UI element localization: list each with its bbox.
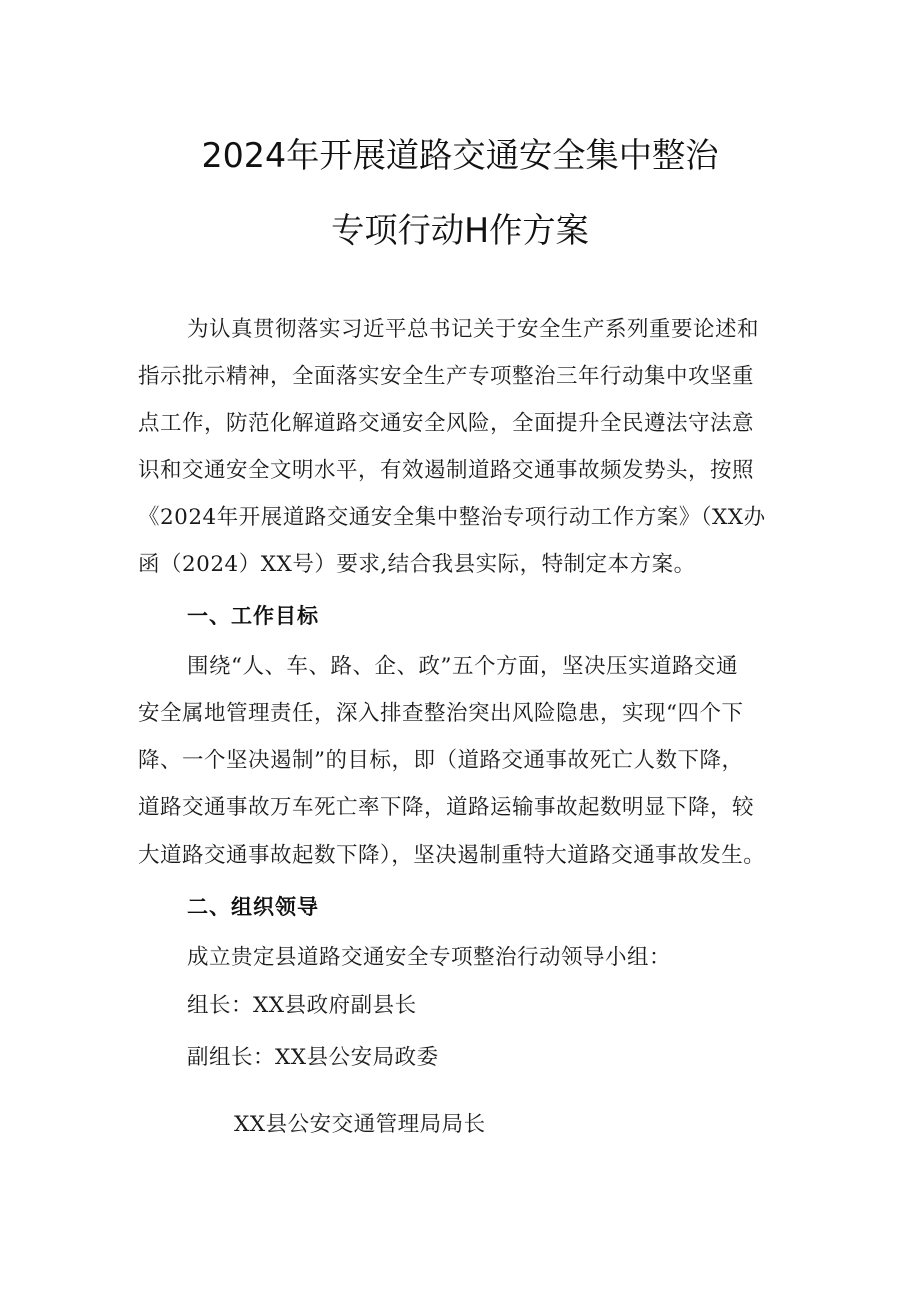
section-1-line-1: 围绕“人、车、路、企、政”五个方面，坚决压实道路交通 xyxy=(187,654,738,679)
intro-line-6: 函（2024）XX号）要求,结合我县实际，特制定本方案。 xyxy=(138,552,696,577)
section-2-line-1: 成立贵定县道路交通安全专项整治行动领导小组： xyxy=(187,945,672,970)
intro-line-1: 为认真贯彻落实习近平总书记关于安全生产系列重要论述和 xyxy=(187,317,760,342)
section-2-line-2: 组长：XX县政府副县长 xyxy=(187,993,417,1018)
section-2-line-3: 副组长：XX县公安局政委 xyxy=(187,1045,439,1070)
section-1-line-3: 降、一个坚决遏制”的目标，即（道路交通事故死亡人数下降， xyxy=(138,748,744,773)
intro-line-5: 《2024年开展道路交通安全集中整治专项行动工作方案》（XX办 xyxy=(138,505,766,530)
section-2-heading: 二、组织领导 xyxy=(187,895,319,919)
section-1-line-5: 大道路交通事故起数下降），坚决遏制重特大道路交通事故发生。 xyxy=(138,843,766,868)
intro-line-2: 指示批示精神，全面落实安全生产专项整治三年行动集中攻坚重 xyxy=(138,364,755,389)
document-title-line-2: 专项行动H作方案 xyxy=(331,211,589,251)
section-2-line-4: XX县公安交通管理局局长 xyxy=(234,1112,486,1137)
section-1-line-4: 道路交通事故万车死亡率下降，道路运输事故起数明显下降，较 xyxy=(138,795,755,820)
intro-line-3: 点工作，防范化解道路交通安全风险，全面提升全民遵法守法意 xyxy=(138,411,755,436)
section-1-heading: 一、工作目标 xyxy=(187,604,319,628)
document-title-line-1: 2024年开展道路交通安全集中整治 xyxy=(201,136,719,176)
section-1-line-2: 安全属地管理责任，深入排查整治突出风险隐患，实现“四个下 xyxy=(138,701,744,726)
intro-line-4: 识和交通安全文明水平，有效遏制道路交通事故频发势头，按照 xyxy=(138,458,755,483)
